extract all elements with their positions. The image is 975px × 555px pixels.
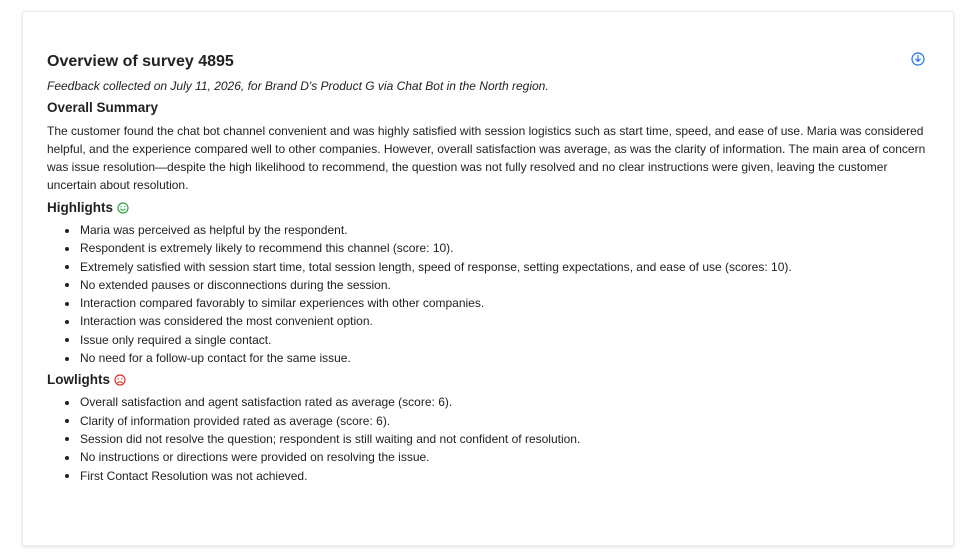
highlights-heading-label: Highlights	[47, 200, 113, 215]
card-content	[47, 52, 927, 485]
list-item: No instructions or directions were provided on resolving the issue.	[80, 448, 927, 466]
list-item: First Contact Resolution was not achieved.	[80, 467, 927, 485]
lowlights-list	[47, 393, 927, 484]
list-item: Respondent is extremely likely to recommend this channel (score: 10).	[80, 239, 927, 257]
summary-heading-label: Overall Summary	[47, 100, 159, 115]
list-item: No need for a follow-up contact for the same issue.	[80, 349, 927, 367]
list-item: Clarity of information provided rated as average (score: 6).	[80, 412, 927, 430]
list-item: No extended pauses or disconnections during the session.	[80, 276, 927, 294]
list-item: Interaction compared favorably to similar experiences with other companies.	[80, 294, 927, 312]
lowlights-heading	[47, 371, 927, 389]
list-item: Overall satisfaction and agent satisfaction rated as average (score: 6).	[80, 393, 927, 411]
survey-subtitle: Feedback collected on July 11, 2026, for Brand D's Product G via Chat Bot in the North region.	[47, 79, 549, 93]
list-item: Maria was perceived as helpful by the respondent.	[80, 221, 927, 239]
survey-overview-card	[22, 11, 954, 546]
smile-icon	[117, 202, 129, 214]
highlights-heading	[47, 199, 927, 217]
summary-text: The customer found the chat bot channel convenient and was highly satisfied with session logistics such as start time, speed, and ease of use. Maria was considered helpful, and the experience compared well to other companies. However, overall satisfaction was average, as was the clarity of information. The main area of concern was issue resolution—despite the high likelihood to recommend, the question was not fully resolved and no clear instructions were given, leaving the customer uncertain about resolution.	[47, 124, 926, 192]
list-item: Interaction was considered the most convenient option.	[80, 312, 927, 330]
summary-heading	[47, 99, 927, 117]
highlights-list	[47, 221, 927, 367]
list-item: Issue only required a single contact.	[80, 331, 927, 349]
list-item: Extremely satisfied with session start time, total session length, speed of response, setting expectations, and ease of use (scores: 10).	[80, 258, 927, 276]
list-item: Session did not resolve the question; respondent is still waiting and not confident of resolution.	[80, 430, 927, 448]
frown-icon	[114, 374, 126, 386]
lowlights-heading-label: Lowlights	[47, 372, 110, 388]
page-title: Overview of survey 4895	[47, 53, 234, 70]
